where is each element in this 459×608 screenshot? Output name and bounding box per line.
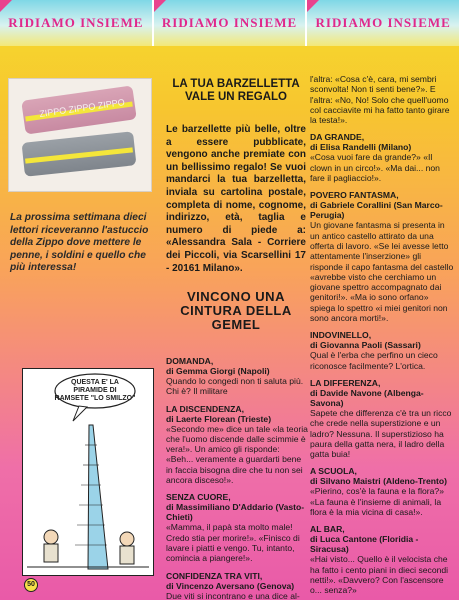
joke-item <box>310 378 454 459</box>
jokes-column-right <box>310 74 454 603</box>
joke-text: Quando lo congedi non ti saluta più. Chi è? Il militare <box>166 376 304 397</box>
joke-text: «Secondo me» dice un tale «la teoria che l'uomo discende dalle scimmie è vera!». Un amico gli risponde: «Beh... veramente a guardarti bene in faccia bisogna dire che tu non sei ancora disceso!». <box>166 423 308 486</box>
joke-item <box>310 190 454 323</box>
jokes-column-middle <box>166 356 308 608</box>
joke-author: di Laerte Florean (Trieste) <box>166 413 272 424</box>
joke-author: di Vincenzo Aversano (Genova) <box>166 580 295 591</box>
regalo-title: LA TUA BARZELLETTA VALE UN REGALO <box>172 78 300 103</box>
joke-text: «Cosa vuoi fare da grande?» «Il clown in un circo!». «Ma dai... non fare il pagliaccio!». <box>310 152 440 184</box>
banner-title: RIDIAMO INSIEME <box>161 15 298 30</box>
banner-segment <box>0 0 154 46</box>
joke-title: LA DISCENDENZA, <box>166 403 244 414</box>
banner-segment <box>154 0 308 46</box>
banner-segment <box>307 0 459 46</box>
banner-title: RIDIAMO INSIEME <box>315 15 451 30</box>
joke-item <box>166 356 308 397</box>
joke-item <box>310 330 454 371</box>
speech-line-1: QUESTA E' LA <box>71 379 119 386</box>
joke-text: Sapete che differenza c'è tra un ricco che crede nella superstizione e un ladro? Nessuna. Il superstizioso ha paura della gatta nera, il ladro della gatta buia! <box>310 407 452 460</box>
vincono-heading: VINCONO UNA CINTURA DELLA GEMEL <box>180 289 292 332</box>
banner-title: RIDIAMO INSIEME <box>8 15 144 30</box>
joke-text: «Hai visto... Quello è il velocista che ha fatto i cento piani in dieci secondi netti!». «Davvero? Con l'ascensore o... senza?» <box>310 554 449 596</box>
joke-author: di Elisa Randelli (Milano) <box>310 142 412 153</box>
joke-title: A SCUOLA, <box>310 466 357 477</box>
joke-author: di Giovanna Paoli (Sassari) <box>310 340 421 351</box>
joke-title: DOMANDA, <box>166 356 214 366</box>
regalo-body: Le barzellette più belle, oltre a essere pubblicate, vengono anche premiate con un bellissimo regalo! Se vuoi mandarci la tua barzelletta, inviala su cartolina postale, completa di nome, cognome, indirizzo, età, taglia e numero di piede a: «Alessandra Sala - Corriere dei Piccoli, via Scarsellini 17 - 20161 Milano». <box>166 124 306 274</box>
joke-title: INDOVINELLO, <box>310 330 372 341</box>
speech-line-2: PIRAMIDE DI <box>73 387 117 394</box>
joke-author: di Massimiliano D'Addario (Vasto-Chieti) <box>166 502 305 523</box>
header-banner <box>0 0 459 46</box>
cartoon-drawing <box>23 369 153 575</box>
pyramid-cartoon <box>22 368 154 576</box>
joke-author: di Davide Navone (Albenga-Savona) <box>310 387 424 408</box>
joke-item <box>166 492 308 563</box>
joke-text: Qual è l'erba che perfino un cieco riconosce facilmente? L'ortica. <box>310 350 438 371</box>
speech-line-3: RAMSETE "LO SMILZO" <box>54 395 136 402</box>
joke-item <box>166 571 308 601</box>
joke-item <box>310 132 454 183</box>
brand-mark: ZIPPO ZIPPO ZIPPO <box>38 97 126 119</box>
joke-item <box>310 466 454 517</box>
joke-title: POVERO FANTASMA, <box>310 190 399 201</box>
joke-author: di Silvano Maistri (Aldeno-Trento) <box>310 476 448 487</box>
joke-author: di Gemma Giorgi (Napoli) <box>166 366 270 376</box>
joke-text: «Pierino, cos'è la fauna e la flora?» «La fauna è l'insieme di animali, la flora è la mia vicina di casa!». <box>310 486 444 518</box>
joke-text: Due viti si incontrano e una dice al- <box>166 590 300 601</box>
joke-title: SENZA CUORE, <box>166 492 231 503</box>
joke-author: di Luca Cantone (Floridia - Siracusa) <box>310 534 419 555</box>
joke-item <box>310 524 454 595</box>
joke-author: di Gabriele Corallini (San Marco-Perugia) <box>310 200 443 221</box>
joke-title: DA GRANDE, <box>310 132 365 143</box>
page-number: 50 <box>24 578 38 592</box>
regalo-box <box>166 78 306 275</box>
joke-text: «Mamma, il papà sta molto male! Credo stia per morire!». «Finisco di lavare i piatti e vengo. Tu, intanto, comincia a piangere!». <box>166 522 300 564</box>
pencil-case-photo <box>8 78 152 192</box>
joke-title: AL BAR, <box>310 524 345 535</box>
joke-text: l'altra: «Cosa c'è, cara, mi sembri sconvolta! Non ti senti bene?». E l'altra: «No, No! Solo che quell'uomo col cacciavite mi ha fatto tanto girare la testa!». <box>310 74 450 126</box>
joke-title: LA DIFFERENZA, <box>310 377 381 388</box>
joke-title: CONFIDENZA TRA VITI, <box>166 570 263 581</box>
joke-item <box>166 404 308 486</box>
joke-item <box>310 74 454 125</box>
prize-caption: La prossima settimana dieci lettori riceveranno l'astuccio della Zippo dove mettere le penne, i soldini e quello che più interessa! <box>10 212 149 274</box>
joke-text: Un giovane fantasma si presenta in un antico castello attirato da una offerta di lavoro. «Se lei avesse letto attentamente l'inserzione» gli risponde il capo fantasma del castello «avrebbe visto che cerchiamo un giovane spettro accompagnato dai genitori!». «Ma io sono orfano» spiega lo spettro «i miei genitori non sono ancora morti!». <box>310 220 454 324</box>
